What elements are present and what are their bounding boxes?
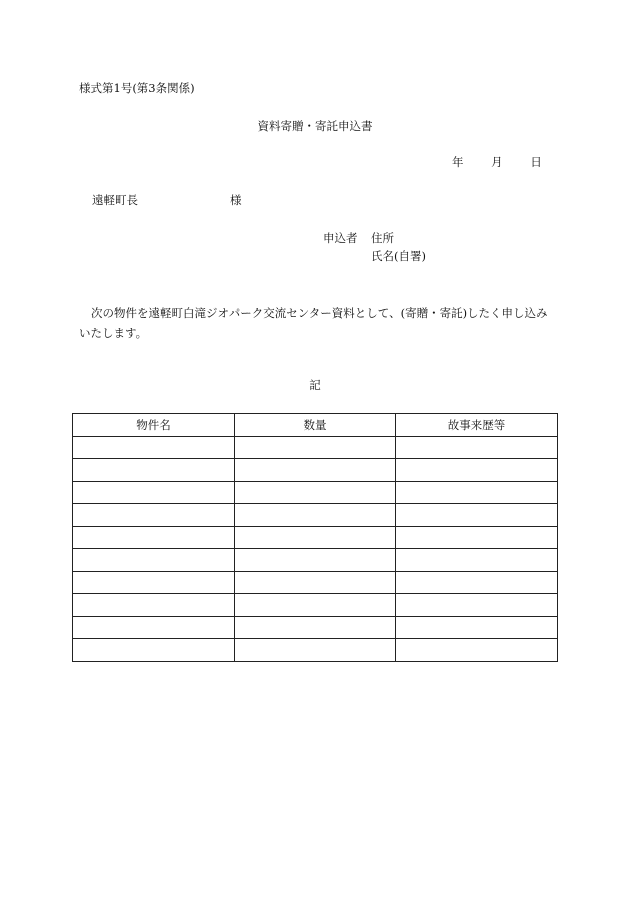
cell-history xyxy=(396,526,558,549)
cell-quantity xyxy=(235,616,396,639)
cell-item-name xyxy=(73,594,235,617)
cell-item-name xyxy=(73,526,235,549)
applicant-label: 申込者 xyxy=(323,231,358,245)
cell-quantity xyxy=(235,481,396,504)
cell-item-name xyxy=(73,571,235,594)
form-number: 様式第1号(第3条関係) xyxy=(79,81,195,95)
table-header-row xyxy=(73,414,558,437)
cell-history xyxy=(396,481,558,504)
table-row xyxy=(73,616,558,639)
name-label: 氏名(自署) xyxy=(371,249,426,263)
cell-item-name xyxy=(73,549,235,572)
table-row xyxy=(73,639,558,662)
table-row xyxy=(73,504,558,527)
date-month-label: 月 xyxy=(491,155,503,169)
cell-quantity xyxy=(235,594,396,617)
date-year-label: 年 xyxy=(452,155,464,169)
cell-quantity xyxy=(235,549,396,572)
cell-item-name xyxy=(73,459,235,482)
cell-history xyxy=(396,616,558,639)
table-row xyxy=(73,436,558,459)
date-day-label: 日 xyxy=(530,155,542,169)
header-quantity: 数量 xyxy=(235,414,396,437)
date-line xyxy=(452,154,542,170)
ki-heading: 記 xyxy=(309,378,321,392)
table-row xyxy=(73,526,558,549)
cell-quantity xyxy=(235,526,396,549)
cell-quantity xyxy=(235,459,396,482)
addressee-name: 遠軽町長 xyxy=(92,193,138,207)
cell-quantity xyxy=(235,571,396,594)
cell-item-name xyxy=(73,436,235,459)
header-item-name: 物件名 xyxy=(73,414,235,437)
table-row xyxy=(73,571,558,594)
cell-quantity xyxy=(235,639,396,662)
cell-history xyxy=(396,571,558,594)
table-row xyxy=(73,594,558,617)
cell-history xyxy=(396,594,558,617)
cell-history xyxy=(396,504,558,527)
cell-item-name xyxy=(73,616,235,639)
address-label: 住所 xyxy=(371,231,394,245)
cell-item-name xyxy=(73,639,235,662)
document-title: 資料寄贈・寄託申込書 xyxy=(257,119,373,133)
cell-item-name xyxy=(73,481,235,504)
cell-history xyxy=(396,639,558,662)
cell-history xyxy=(396,549,558,572)
addressee-honorific: 様 xyxy=(230,193,242,207)
cell-history xyxy=(396,459,558,482)
table-row xyxy=(73,549,558,572)
cell-quantity xyxy=(235,504,396,527)
cell-history xyxy=(396,436,558,459)
cell-quantity xyxy=(235,436,396,459)
table-row xyxy=(73,459,558,482)
items-table xyxy=(72,413,558,662)
table-row xyxy=(73,481,558,504)
body-text: 次の物件を遠軽町白滝ジオパーク交流センター資料として、(寄贈・寄託)したく申し込みいたします。 xyxy=(79,306,548,340)
header-history: 故事来歴等 xyxy=(396,414,558,437)
cell-item-name xyxy=(73,504,235,527)
